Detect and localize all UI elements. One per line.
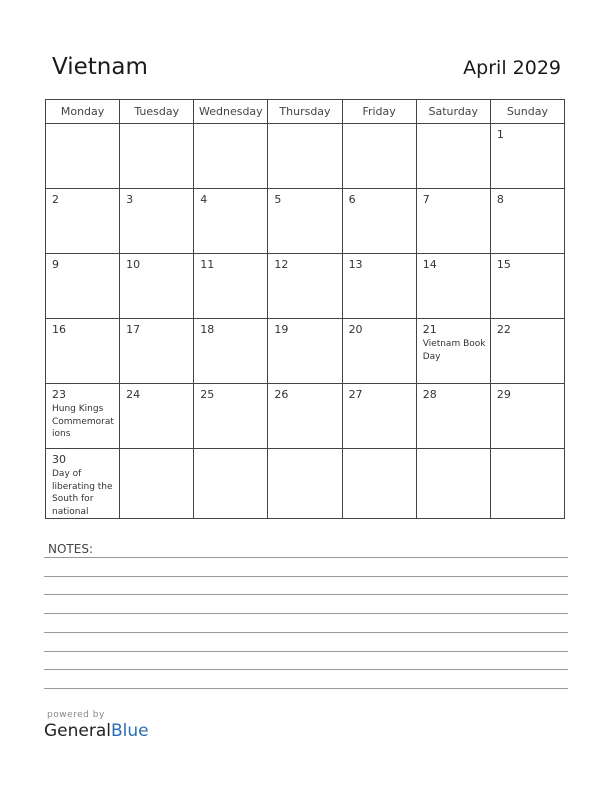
- weekday-header-row: [46, 100, 565, 124]
- calendar-day-cell: [268, 124, 342, 189]
- day-number: 4: [200, 193, 208, 206]
- calendar-day-cell: [120, 124, 194, 189]
- day-number: 8: [496, 193, 504, 206]
- day-number: 27: [348, 388, 363, 401]
- calendar-day-cell: [416, 254, 490, 319]
- day-number: 25: [200, 388, 215, 401]
- day-number: 10: [126, 258, 141, 271]
- calendar-day-cell: [416, 449, 490, 519]
- calendar-day-cell: [490, 124, 564, 189]
- brand-blue: Blue: [111, 721, 149, 741]
- calendar-country-title: Vietnam: [52, 54, 148, 80]
- day-number: 29: [496, 388, 511, 401]
- calendar-day-cell: [46, 254, 120, 319]
- day-number: 6: [348, 193, 356, 206]
- weekday-header: Tuesday: [120, 100, 194, 124]
- calendar-day-cell: [490, 319, 564, 384]
- calendar-day-cell: [490, 189, 564, 254]
- calendar-week-row: [46, 319, 565, 384]
- day-number: 9: [52, 258, 59, 271]
- calendar-day-cell: [194, 254, 268, 319]
- calendar-day-cell: [120, 319, 194, 384]
- weekday-header: Sunday: [490, 100, 564, 124]
- notes-line: [44, 632, 568, 633]
- day-number: 22: [496, 323, 511, 336]
- notes-line: [44, 613, 568, 614]
- day-number: 16: [52, 323, 66, 336]
- powered-by-text: powered by: [47, 710, 105, 720]
- notes-line: [44, 594, 568, 595]
- calendar-day-cell: [120, 449, 194, 519]
- calendar-day-cell: [416, 124, 490, 189]
- calendar-day-cell: [46, 319, 120, 384]
- day-number: 19: [274, 323, 289, 336]
- calendar-day-cell: [342, 189, 416, 254]
- calendar-day-cell: [120, 254, 194, 319]
- calendar-day-cell: [120, 189, 194, 254]
- calendar-day-cell: [194, 319, 268, 384]
- generalblue-logo: [44, 721, 149, 741]
- notes-line: [44, 688, 568, 689]
- calendar-week-row: [46, 254, 565, 319]
- calendar-week-row: [46, 124, 565, 189]
- day-number: 5: [274, 193, 282, 206]
- calendar-day-cell: [342, 254, 416, 319]
- weekday-header: Saturday: [416, 100, 490, 124]
- calendar-day-cell: [268, 449, 342, 519]
- day-number: 2: [52, 193, 59, 206]
- weekday-header: Friday: [342, 100, 416, 124]
- notes-line: [44, 651, 568, 652]
- holiday-label: Day of liberating the South for national: [52, 469, 113, 517]
- calendar-day-cell: [342, 319, 416, 384]
- day-number: 15: [496, 258, 511, 271]
- calendar-day-cell: [416, 189, 490, 254]
- calendar-day-cell: [46, 449, 120, 519]
- calendar-day-cell: [342, 449, 416, 519]
- calendar-month-title: April 2029: [463, 57, 561, 79]
- notes-line: [44, 669, 568, 670]
- calendar-day-cell: [194, 189, 268, 254]
- day-number: 1: [496, 128, 504, 141]
- calendar-day-cell: [416, 384, 490, 449]
- weekday-header: Monday: [46, 100, 120, 124]
- calendar-day-cell: [46, 124, 120, 189]
- calendar-day-cell: [194, 124, 268, 189]
- day-number: 14: [422, 258, 437, 271]
- holiday-label: Hung Kings Commemorations: [52, 404, 114, 439]
- calendar-day-cell: [194, 384, 268, 449]
- weekday-header: Thursday: [268, 100, 342, 124]
- calendar-week-row: [46, 449, 565, 519]
- day-number: 13: [348, 258, 363, 271]
- calendar-day-cell: [416, 319, 490, 384]
- notes-label: NOTES:: [48, 542, 93, 556]
- calendar-day-cell: [268, 319, 342, 384]
- calendar-weeks: [46, 124, 565, 519]
- calendar-grid: [45, 99, 565, 519]
- day-number: 17: [126, 323, 141, 336]
- brand-general: General: [44, 721, 111, 741]
- calendar-day-cell: [268, 189, 342, 254]
- weekday-header: Wednesday: [194, 100, 268, 124]
- calendar-day-cell: [120, 384, 194, 449]
- day-number: 23: [52, 388, 66, 401]
- day-number: 26: [274, 388, 289, 401]
- calendar-day-cell: [46, 384, 120, 449]
- calendar-week-row: [46, 384, 565, 449]
- day-number: 30: [52, 453, 66, 466]
- calendar-day-cell: [490, 254, 564, 319]
- calendar-day-cell: [46, 189, 120, 254]
- holiday-label: Vietnam Book Day: [422, 339, 486, 362]
- calendar-day-cell: [268, 384, 342, 449]
- day-number: 11: [200, 258, 215, 271]
- day-number: 28: [422, 388, 437, 401]
- calendar-day-cell: [490, 449, 564, 519]
- day-number: 3: [126, 193, 134, 206]
- calendar-day-cell: [342, 384, 416, 449]
- calendar-day-cell: [342, 124, 416, 189]
- calendar-day-cell: [194, 449, 268, 519]
- notes-line: [44, 576, 568, 577]
- notes-line: [44, 557, 568, 558]
- calendar-day-cell: [268, 254, 342, 319]
- day-number: 20: [348, 323, 363, 336]
- day-number: 21: [422, 323, 437, 336]
- day-number: 18: [200, 323, 215, 336]
- day-number: 7: [422, 193, 430, 206]
- day-number: 24: [126, 388, 141, 401]
- day-number: 12: [274, 258, 289, 271]
- calendar-day-cell: [490, 384, 564, 449]
- calendar-week-row: [46, 189, 565, 254]
